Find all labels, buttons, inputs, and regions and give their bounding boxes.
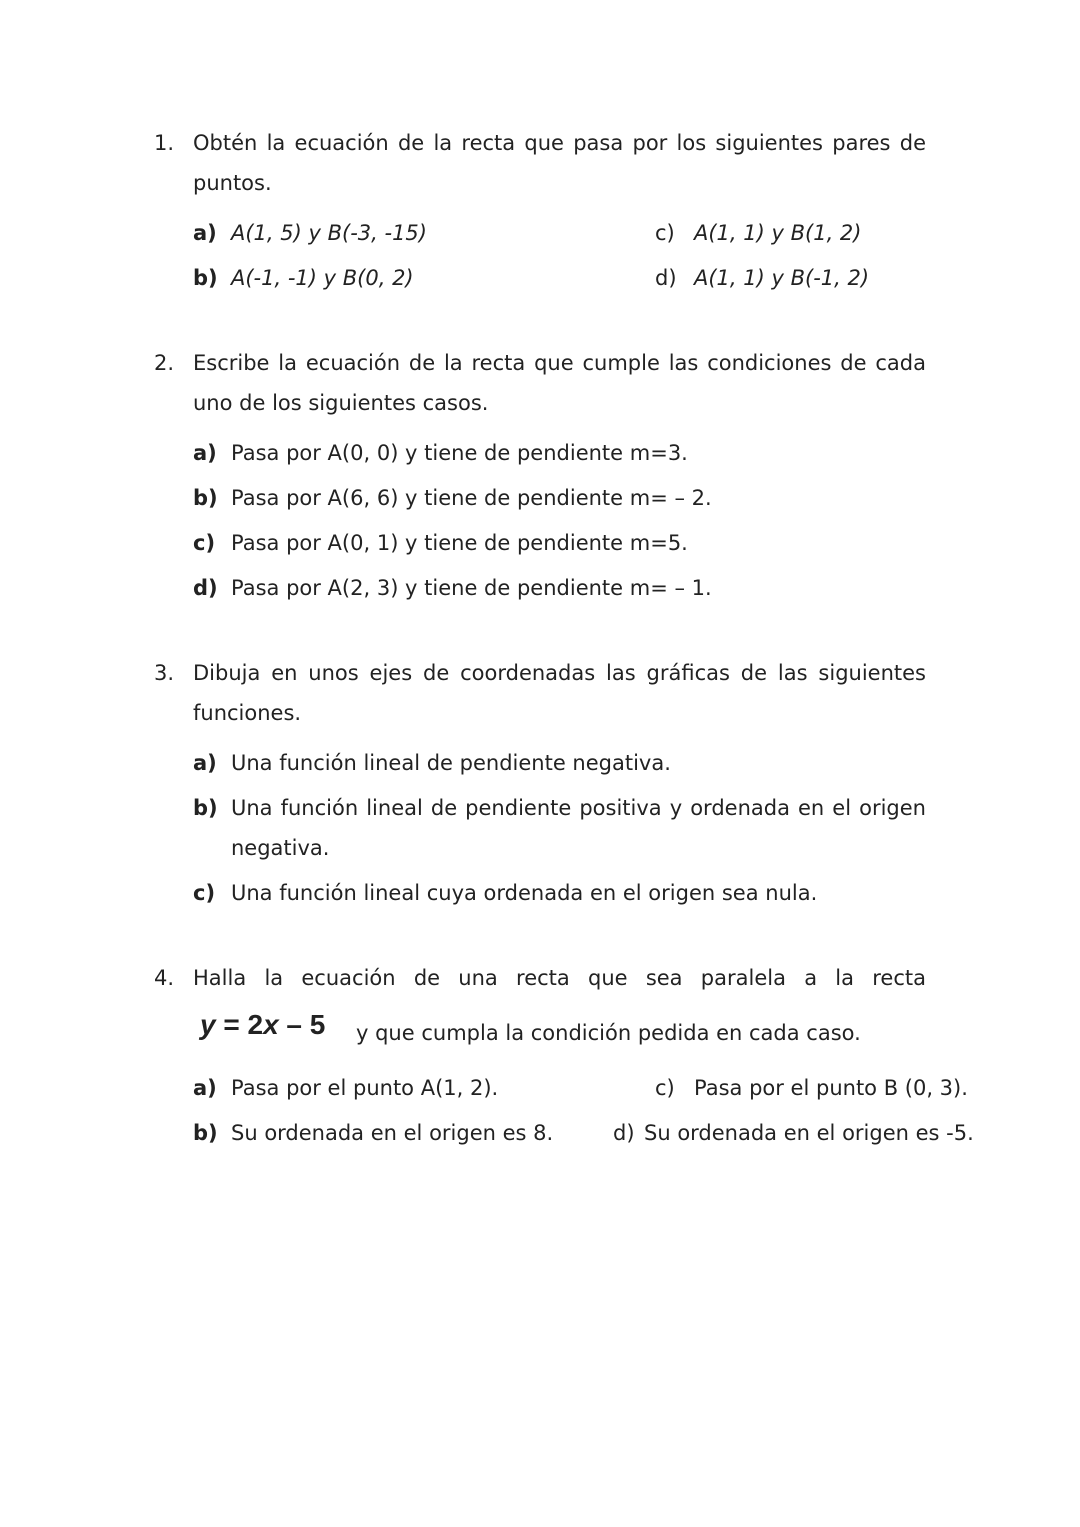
q4-item-a-text: Pasa por el punto A(1, 2). [231, 1076, 499, 1100]
q1-item-c-label: c) [655, 221, 675, 245]
q1-item-b-text: A(-1, -1) y B(0, 2) [231, 266, 414, 290]
q2-item-d-text: Pasa por A(2, 3) y tiene de pendiente m= – 1. [231, 576, 712, 600]
q1-number: 1. [154, 131, 175, 155]
q3-item-a-label: a) [193, 751, 217, 775]
q4-number: 4. [154, 966, 175, 990]
q3-item-b-text: Una función lineal de pendiente positiva y ordenada en el origen [231, 796, 926, 820]
q3-item-c-label: c) [193, 881, 216, 905]
q2-number: 2. [154, 351, 175, 375]
q2-item-a-label: a) [193, 441, 217, 465]
q1-item-d-text: A(1, 1) y B(-1, 2) [694, 266, 870, 290]
q3-item-a-text: Una función lineal de pendiente negativa. [231, 751, 671, 775]
q4-item-c-label: c) [655, 1076, 675, 1100]
q4-item-b-label: b) [193, 1121, 218, 1145]
q4-equation-var: x [263, 1009, 279, 1040]
q4-item-c-text: Pasa por el punto B (0, 3). [694, 1076, 968, 1100]
q4-equation-eq: = 2 [215, 1009, 264, 1040]
q4-equation-lhs: y [200, 1009, 216, 1040]
q1-item-d-label: d) [655, 266, 677, 290]
q3-item-b-label: b) [193, 796, 218, 820]
q1-item-b-label: b) [193, 266, 218, 290]
q2-item-c-label: c) [193, 531, 216, 555]
q4-text-line1: Halla la ecuación de una recta que sea paralela a la recta [193, 966, 926, 990]
q3-text-line1: Dibuja en unos ejes de coordenadas las gráficas de las siguientes [193, 661, 926, 685]
q2-item-c-text: Pasa por A(0, 1) y tiene de pendiente m=5. [231, 531, 688, 555]
q4-item-a-label: a) [193, 1076, 217, 1100]
q1-item-c-text: A(1, 1) y B(1, 2) [694, 221, 862, 245]
q2-item-d-label: d) [193, 576, 218, 600]
q3-item-c-text: Una función lineal cuya ordenada en el origen sea nula. [231, 881, 818, 905]
q4-item-d-label: d) [613, 1121, 635, 1145]
q1-item-a-label: a) [193, 221, 217, 245]
q2-text-line1: Escribe la ecuación de la recta que cumple las condiciones de cada [193, 351, 926, 375]
q2-item-b-label: b) [193, 486, 218, 510]
q4-equation-rest: – 5 [278, 1009, 326, 1040]
q1-text-line1: Obtén la ecuación de la recta que pasa por los siguientes pares de [193, 131, 926, 155]
q2-item-a-text: Pasa por A(0, 0) y tiene de pendiente m=3. [231, 441, 688, 465]
q4-item-b-text: Su ordenada en el origen es 8. [231, 1121, 554, 1145]
q1-item-a-text: A(1, 5) y B(-3, -15) [231, 221, 427, 245]
q3-text-line2: funciones. [193, 701, 302, 725]
q3-number: 3. [154, 661, 175, 685]
q3-item-b-text-line2: negativa. [231, 836, 330, 860]
q4-equation [200, 1010, 325, 1040]
q2-item-b-text: Pasa por A(6, 6) y tiene de pendiente m= – 2. [231, 486, 712, 510]
q2-text-line2: uno de los siguientes casos. [193, 391, 489, 415]
q1-text-line2: puntos. [193, 171, 272, 195]
q4-text-line2: y que cumpla la condición pedida en cada caso. [356, 1021, 861, 1045]
q4-item-d-text: Su ordenada en el origen es -5. [644, 1121, 974, 1145]
